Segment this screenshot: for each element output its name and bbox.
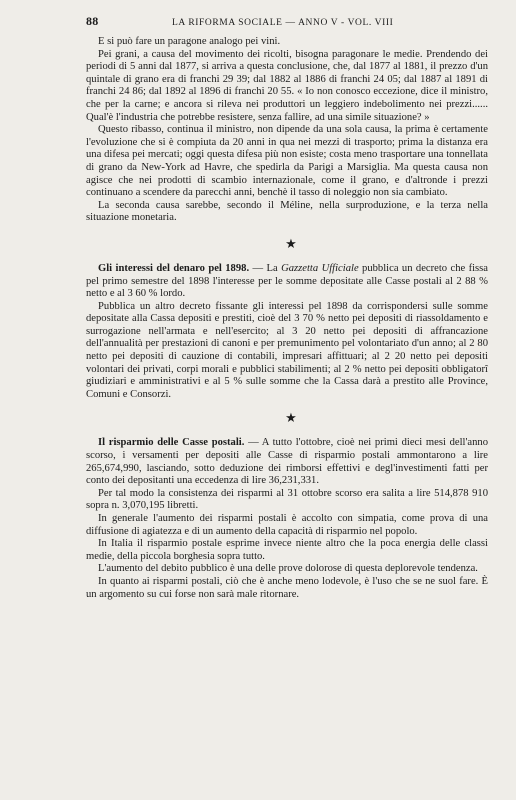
paragraph: Pei grani, a causa del movimento dei ricolti, bisogna paragonare le medie. Prendendo dei periodi di 5 anni dal 1877, si arriva a questa conclusione, che, dal 1877 al 1881, il prezzo d'un quintale di grano era di franchi 29 39; dal 1882 al 1886 di franchi 24 05; dal 1887 al 1891 di franchi 24 86; dal 1892 al 1896 di franchi 20 55. « Io non conosco eccezione, dice il ministro, che per la carne; e ancora si rileva nei produttori un leggiero indebolimento nei prezzi...... Qual'è l'industria che potrebbe resistere, senza fallire, ad una simile situazione? » — [86, 48, 488, 123]
paragraph: E si può fare un paragone analogo pei vini. — [98, 36, 281, 47]
section-separator-star: ★ — [285, 410, 297, 426]
running-head — [86, 14, 488, 29]
paragraph: La seconda causa sarebbe, secondo il Méline, nella surproduzione, e la terza nella situazione monetaria. — [86, 199, 488, 224]
publication-name: Gazzetta Ufficiale — [281, 262, 359, 274]
section-wine-grain-prices — [86, 36, 488, 225]
section-title: Gli interessi del denaro pel 1898. — [98, 262, 250, 274]
paragraph: In generale l'aumento dei risparmi postali è accolto con simpatia, come prova di una diffusione di agiatezza e di un aumento della capacità di risparmio nel popolo. — [86, 513, 488, 537]
page-number: 88 — [86, 14, 99, 28]
running-title: LA RIFORMA SOCIALE — ANNO V - VOL. VIII — [172, 18, 394, 28]
paragraph: Pubblica un altro decreto fissante gli interessi pel 1898 da corrispondersi sulle somme depositate alla Cassa depositi e prestiti, cioè del 3 70 % netto pei depositi di riassoldamento e surrogazione nell'armata e nell'esercito; al 3 20 netto pei depositi di affrancazione dell'annualità per prestazioni di canoni e per premunimento pel volontariato d'un anno; al 2 80 netto pei depositi di cauzione di contabili, impresari affittuari; al 2 20 netto pei depositi volontari dei privati, corpi morali e pubblici stabilimenti; al 2 % netto pei depositi obbligatorî giudiziari e amministrativi e al 5 % sulle somme che la Cassa darà a prestito alle Province, Comuni e Consorzi. — [86, 300, 488, 400]
intro-text: — A tutto l'ottobre, cioè nei primi dieci mesi dell'anno scorso, i versamenti per depositi alle Casse di risparmio postali ammontarono a lire 265,674,990, lasciando, sotto deduzione dei rimborsi effettivi e degl'investimenti fatti per conto dei depositanti una eccedenza di lire 36,231,331. — [86, 437, 488, 487]
intro-text: pubblica un decreto che fissa pel primo semestre del 1898 l'interesse per le somme depositate alle Casse postali al 2 88 % netto e al 3 60 % lordo. — [86, 262, 489, 300]
paragraph: L'aumento del debito pubblico è una delle prove dolorose di questa deplorevole tendenza. — [98, 563, 478, 575]
paragraph: Questo ribasso, continua il ministro, non dipende da una sola causa, la prima è certamente l'evoluzione che si è compiuta da 20 anni in qua nei mezzi di trasporto; prima la distanza era una difesa pei mercati; oggi questa difesa più non esiste; costa meno trasportare una tonnellata di grano da New-York ad Havre, che spedirla da Parigi a Marsiglia. Ma questa causa non agisce che nei prodotti di scambio internazionale, come il grano, e d'altronde i prezzi continuano a scendere da parecchi anni, benchè il tasso di noleggio non sia cambiato. — [86, 124, 488, 199]
paragraph: In quanto ai risparmi postali, ciò che è anche meno lodevole, è l'uso che se ne suol fare. È un argomento su cui forse non sarà male ritornare. — [86, 575, 488, 600]
section-interest-rates — [86, 263, 488, 402]
intro-text: — La — [249, 262, 282, 274]
section-intro-paragraph — [86, 437, 488, 487]
section-postal-savings — [86, 437, 488, 601]
section-intro-paragraph — [86, 263, 488, 301]
paragraph: Per tal modo la consistenza dei risparmi al 31 ottobre scorso era salita a lire 514,878 910 sopra n. 3,070,195 libretti. — [86, 487, 488, 512]
section-title: Il risparmio delle Casse postali. — [98, 437, 245, 449]
paragraph: In Italia il risparmio postale esprime invece niente altro che la poca energia delle classi medie, della piccola borghesia sopra tutto. — [86, 538, 488, 562]
section-separator-star: ★ — [285, 235, 297, 251]
